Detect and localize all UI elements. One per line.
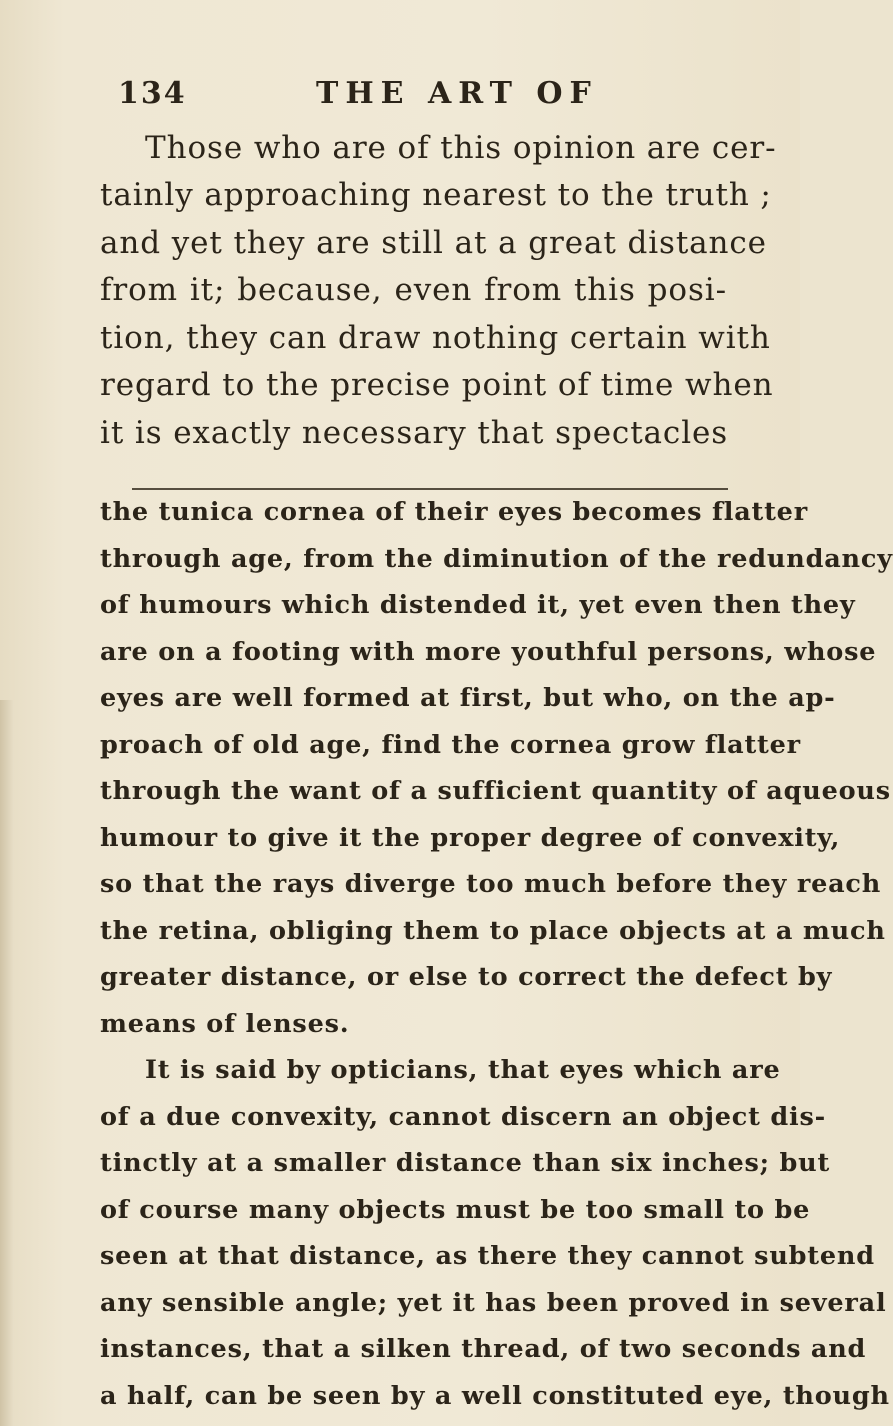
text-line: regard to the precise point of time when <box>100 367 774 403</box>
text-line: tinctly at a smaller distance than six inches; but <box>100 1148 831 1178</box>
text-line: means of lenses. <box>100 1009 350 1039</box>
text-line: the tunica cornea of their eyes becomes flatter <box>100 497 808 527</box>
text-line: tainly approaching nearest to the truth ; <box>100 177 772 213</box>
text-line: of a due convexity, cannot discern an object dis- <box>100 1102 826 1132</box>
running-head: THE ART OF <box>316 76 598 111</box>
text-line: greater distance, or else to correct the defect by <box>100 962 833 992</box>
section-divider <box>132 488 728 490</box>
page-edge-shadow <box>0 700 14 1426</box>
text-line: through the want of a sufficient quantity of aqueous <box>100 776 891 806</box>
page-header <box>0 76 800 126</box>
text-line: and yet they are still at a great distance <box>100 225 767 261</box>
text-line: proach of old age, find the cornea grow flatter <box>100 730 801 760</box>
text-line: humour to give it the proper degree of convexity, <box>100 823 841 853</box>
text-line: are on a footing with more youthful persons, whose <box>100 637 877 667</box>
text-line: so that the rays diverge too much before they reach <box>100 869 882 899</box>
text-line: instances, that a silken thread, of two seconds and <box>100 1334 867 1364</box>
text-line: Those who are of this opinion are cer- <box>145 130 777 166</box>
text-line: tion, they can draw nothing certain with <box>100 320 771 356</box>
text-line: a half, can be seen by a well constituted eye, though <box>100 1381 890 1411</box>
text-line: seen at that distance, as there they cannot subtend <box>100 1241 875 1271</box>
text-line: of course many objects must be too small to be <box>100 1195 811 1225</box>
text-line: of humours which distended it, yet even then they <box>100 590 856 620</box>
text-line: It is said by opticians, that eyes which are <box>145 1055 781 1085</box>
text-line: through age, from the diminution of the redundancy <box>100 544 893 574</box>
page-number: 134 <box>118 76 187 111</box>
text-line: the retina, obliging them to place objects at a much <box>100 916 886 946</box>
text-line: it is exactly necessary that spectacles <box>100 415 729 451</box>
text-line: eyes are well formed at first, but who, on the ap- <box>100 683 836 713</box>
text-line: any sensible angle; yet it has been proved in several <box>100 1288 887 1318</box>
text-line: from it; because, even from this posi- <box>100 272 727 308</box>
